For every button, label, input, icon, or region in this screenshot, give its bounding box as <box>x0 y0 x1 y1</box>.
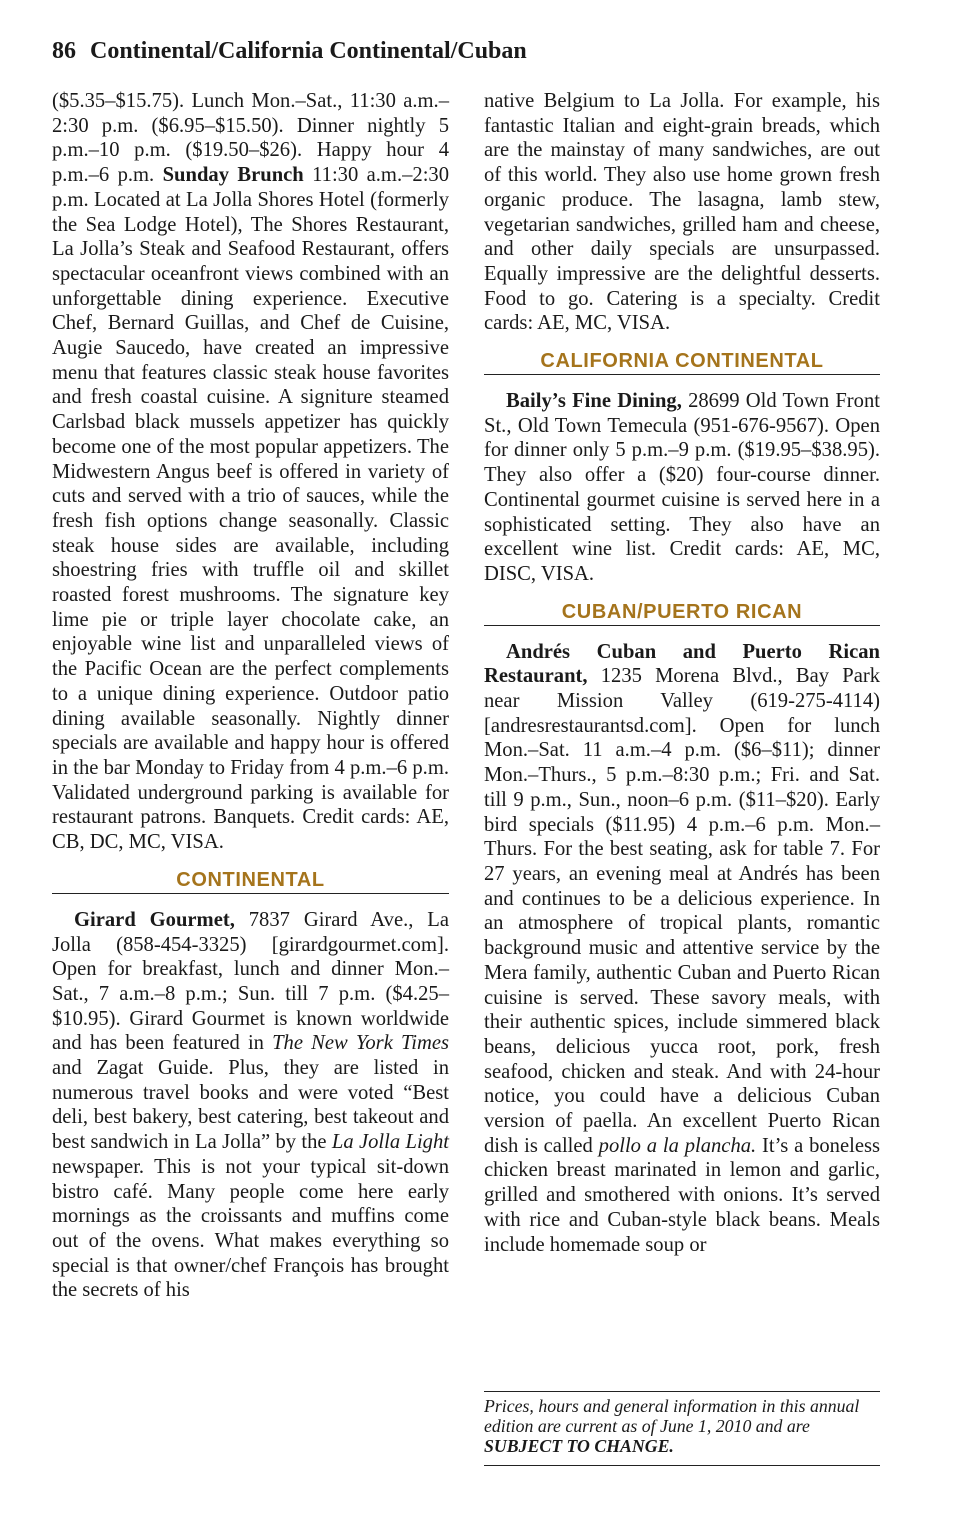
restaurant-name: Andrés Cuban and Puerto Rican Restaurant, <box>484 640 880 688</box>
section-title: CONTINENTAL <box>176 868 325 891</box>
section-heading-continental <box>52 867 449 894</box>
girard-gourmet-entry <box>52 908 449 1303</box>
restaurant-name: Baily’s Fine Dining, <box>506 390 682 413</box>
disclaimer-text: Prices, hours and general information in this annual edition are current as of June 1, 2010 and are <box>484 1396 860 1436</box>
publication-name: The New York Times <box>272 1032 450 1055</box>
shores-text-1: ($5.35–$15.75). Lunch Mon.–Sat., 11:30 a.m.–2:30 p.m. ($6.95–$15.50). Dinner nightly 5 p.m.–10 p.m. ($19.50–$26). Happy hour 4 p.m.–6 p.m. <box>52 90 449 187</box>
girard-gourmet-continued: native Belgium to La Jolla. For example, his fantastic Italian and eight-grain breads, which are the mainstay of many sandwiches, are out of this world. They also use home grown fresh organic produce. The lasagna, lamb stew, vegetarian sandwiches, grilled ham and cheese, and other daily specials are unsurpassed. Equally impressive are the delightful desserts. Food to go. Catering is a specialty. Credit cards: AE, MC, VISA. <box>484 90 880 335</box>
page-header <box>52 38 527 65</box>
left-column <box>52 89 449 1303</box>
section-heading-cuban <box>484 599 880 626</box>
girard-text-2: and Zagat Guide. Plus, they are listed in numerous travel books and were voted “Best deli, best bakery, best catering, best takeout and best sandwich in La Jolla” by the <box>52 1057 449 1154</box>
disclaimer-emphasis: SUBJECT TO CHANGE. <box>484 1436 674 1456</box>
sunday-brunch-label: Sunday Brunch <box>162 164 304 187</box>
dish-name: pollo a la plancha. <box>598 1134 757 1157</box>
bailys-entry <box>484 389 880 587</box>
page-number: 86 <box>52 38 76 64</box>
price-disclaimer-note <box>484 1391 880 1466</box>
girard-text-1: 7837 Girard Ave., La Jolla (858-454-3325) [girardgourmet.com]. Open for breakfast, lunch and dinner Mon.–Sat., 7 a.m.–8 p.m.; Sun. till 7 p.m. ($4.25–$10.95). Girard Gourmet is known worldwide and has been featured in <box>52 908 449 1055</box>
right-column <box>484 89 880 1257</box>
girard-text-3: newspaper. This is not your typical sit-down bistro café. Many people come here early mornings as the croissants and muffins come out of the ovens. What makes everything so special is that owner/chef François has brought the secrets of his <box>52 1155 449 1302</box>
shores-text-2: 11:30 a.m.–2:30 p.m. Located at La Jolla Shores Hotel (formerly the Sea Lodge Hotel), The Shores Restaurant, La Jolla’s Steak and Seafood Restaurant, offers spectacular oceanfront views combined with an unforgettable dining experience. Executive Chef, Bernard Guillas, and Chef de Cuisine, Augie Saucedo, have created an impressive menu that features classic steak house favorites and fresh coastal cuisine. A signiture steamed Carlsbad black mussels appetizer has quickly become one of the most popular appetizers. The Midwestern Angus beef is offered in variety of cuts and served with a trio of sauces, while the fresh fish options change seasonally. Classic steak house sides are available, including shoestring fries with truffle oil and skillet roasted forest mushrooms. The signature key lime pie or triple layer chocolate cake, an enjoyable wine list and unparalleled views of the Pacific Ocean are the perfect complements to a unique dining experience. Outdoor patio dining available seasonally. Nightly dinner specials are available and happy hour is offered in the bar Monday to Friday from 4 p.m.–6 p.m. Validated underground parking is available for restaurant patrons. Banquets. Credit cards: AE, CB, DC, MC, VISA. <box>52 164 450 854</box>
section-heading-california-continental <box>484 348 880 375</box>
restaurant-name: Girard Gourmet, <box>74 908 235 931</box>
publication-name: La Jolla Light <box>331 1131 449 1154</box>
andres-text-1: 1235 Morena Blvd., Bay Park near Mission Valley (619-275-4114) [andresrestaurantsd.com]. Open for lunch Mon.–Sat. 11 a.m.–4 p.m. ($6–$11); dinner Mon.–Thurs., 5 p.m.–8:30 p.m.; Fri. and Sat. till 9 p.m., Sun., noon–6 p.m. ($11–$20). Early bird specials ($11.95) 4 p.m.–6 p.m. Mon.–Thurs. For the best seating, ask for table 7. For 27 years, an evening meal at Andrés has been and continues to be a delicious experience. In an atmosphere of tropical plants, romantic background music and attentive service by the Mera family, authentic Cuban and Puerto Rican cuisine is served. These savory meals, with their authentic spices, include simmered black beans, delicious yucca root, pork, fresh seafood, chicken and steak. And with 24-hour notice, you could have a delicious Cuban version of paella. An excellent Puerto Rican dish is called <box>484 665 880 1157</box>
section-title: CUBAN/PUERTO RICAN <box>561 600 803 623</box>
page-title: Continental/California Continental/Cuban <box>90 38 527 64</box>
andres-entry <box>484 640 880 1258</box>
shores-restaurant-continued <box>52 89 449 855</box>
section-title: CALIFORNIA CONTINENTAL <box>540 350 824 373</box>
andres-text-2: It’s a boneless chicken breast marinated in lemon and garlic, grilled and smothered with onions. It’s served with rice and Cuban-style black beans. Meals include homemade soup or <box>484 1134 880 1256</box>
bailys-text: 28699 Old Town Front St., Old Town Temecula (951-676-9567). Open for dinner only 5 p.m.–9 p.m. ($19.95–$38.95). They also offer a ($20) four-course dinner. Continental gourmet cuisine is served here in a sophisticated setting. They also have an excellent wine list. Credit cards: AE, MC, DISC, VISA. <box>484 390 880 585</box>
